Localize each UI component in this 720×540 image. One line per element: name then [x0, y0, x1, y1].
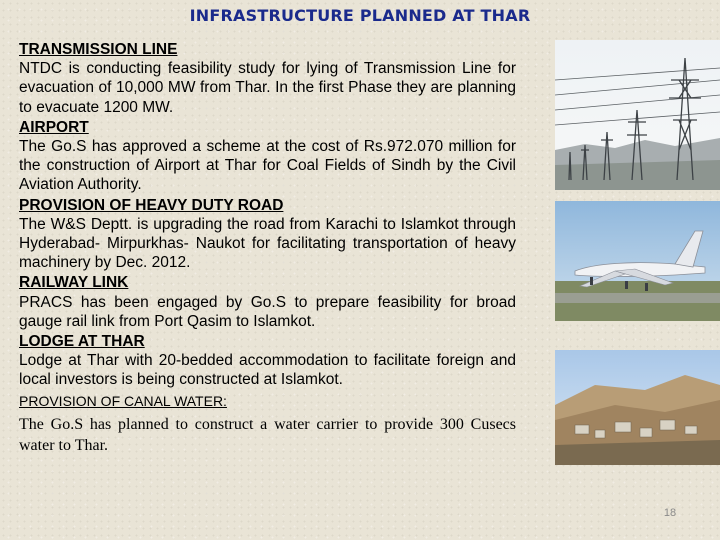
content-body	[19, 40, 516, 456]
heading-transmission-line: TRANSMISSION LINE	[19, 41, 178, 58]
para-railway-link: PRACS has been engaged by Go.S to prepare feasibility for broad gauge rail link from Port Qasim to Islamkot.	[19, 293, 516, 330]
heading-airport: AIRPORT	[19, 118, 89, 136]
lodge-hillside-photo	[555, 350, 720, 465]
page-number: 18	[663, 507, 677, 519]
para-lodge-at-thar: Lodge at Thar with 20-bedded accommodation to facilitate foreign and local investors is being constructed at Islamkot.	[19, 352, 516, 389]
heading-heavy-duty-road: PROVISION OF HEAVY DUTY ROAD	[19, 196, 284, 214]
airport-plane-photo	[555, 201, 720, 321]
heading-railway-link: RAILWAY LINK	[19, 274, 129, 292]
para-canal-water: The Go.S has planned to construct a water carrier to provide 300 Cusecs water to Thar.	[19, 415, 516, 454]
heading-canal-water: PROVISION OF CANAL WATER:	[19, 392, 227, 409]
transmission-towers-photo	[555, 40, 720, 190]
heading-lodge-at-thar: LODGE AT THAR	[19, 333, 145, 351]
para-heavy-duty-road: The W&S Deptt. is upgrading the road from Karachi to Islamkot through Hyderabad- Mirpurkhas- Naukot for facilitating transportation of heavy machinery by Dec. 2012.	[19, 215, 516, 272]
para-transmission-line: NTDC is conducting feasibility study for lying of Transmission Line for evacuation of 10,000 MW from Thar. In the first Phase they are planning to evacuate 1200 MW.	[19, 60, 516, 116]
para-airport: The Go.S has approved a scheme at the cost of Rs.972.070 million for the construction of Airport at Thar for Coal Fields of Sindh by the Civil Aviation Authority.	[19, 138, 516, 194]
slide-title: INFRASTRUCTURE PLANNED AT THAR	[189, 6, 531, 25]
